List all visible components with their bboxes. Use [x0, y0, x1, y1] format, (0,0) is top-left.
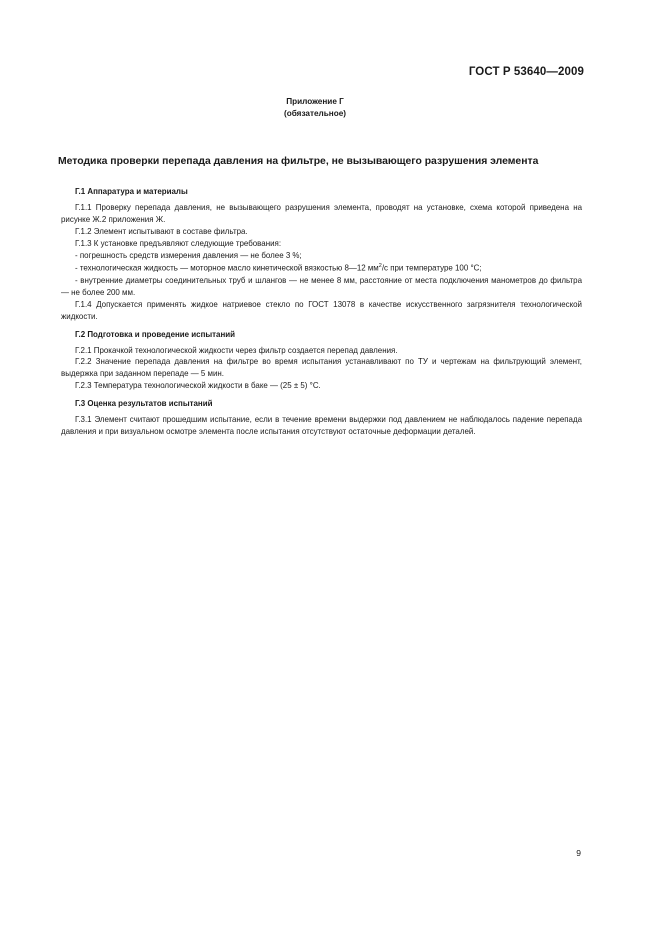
paragraph-g1-4: Г.1.4 Допускается применять жидкое натриевое стекло по ГОСТ 13078 в качестве искусственного загрязнителя технологической жидкости.: [61, 299, 582, 321]
list-item-fluid: [61, 261, 582, 275]
paragraph-g2-2: Г.2.2 Значение перепада давления на фильтре во время испытания устанавливают по ТУ и чертежам на фильтрующий элемент, выдержка при заданном перепаде — 5 мин.: [61, 357, 582, 379]
document-body: [61, 186, 582, 438]
section-heading-g3: Г.3 Оценка результатов испытаний: [75, 399, 213, 409]
paragraph-g2-3: Г.2.3 Температура технологической жидкости в баке — (25 ± 5) °С.: [75, 381, 321, 391]
list-item-pipes: - внутренние диаметры соединительных труб и шлангов — не менее 8 мм, расстояние от места подключения манометров до фильтра — не более 200 мм.: [61, 275, 582, 297]
paragraph-g3-1: Г.3.1 Элемент считают прошедшим испытание, если в течение времени выдержки под давлением не наблюдалось падение перепада давления и при визуальном осмотре элемента после испытания отсутствуют остаточные деформации деталей.: [61, 415, 582, 436]
paragraph-g1-2: Г.1.2 Элемент испытывают в составе фильтра.: [75, 226, 248, 236]
page-title: Методика проверки перепада давления на фильтре, не вызывающего разрушения элемента: [58, 156, 539, 167]
document-code: ГОСТ Р 53640—2009: [468, 66, 584, 78]
appendix-heading: [0, 96, 630, 120]
paragraph-g2-1: Г.2.1 Прокачкой технологической жидкости через фильтр создается перепад давления.: [75, 345, 398, 355]
appendix-title: Приложение Г: [286, 97, 344, 106]
list-item-fluid-text: - технологическая жидкость — моторное масло кинетической вязкостью 8—12 мм: [75, 264, 379, 274]
page-number: 9: [576, 848, 581, 858]
list-item-fluid-text-end: /с при температуре 100 °С;: [381, 264, 482, 274]
paragraph-g1-3: Г.1.3 К установке предъявляют следующие требования:: [75, 238, 282, 248]
section-heading-g1: Г.1 Аппаратура и материалы: [75, 187, 188, 196]
paragraph-g1-1: Г.1.1 Проверку перепада давления, не вызывающего разрушения элемента, проводят на установке, схема которой приведена на рисунке Ж.2 приложения Ж.: [61, 202, 582, 224]
list-item-pressure-error: - погрешность средств измерения давления — не более 3 %;: [75, 250, 302, 260]
superscript: 2: [378, 263, 382, 270]
section-heading-g2: Г.2 Подготовка и проведение испытаний: [75, 329, 236, 339]
appendix-status: (обязательное): [284, 109, 346, 118]
